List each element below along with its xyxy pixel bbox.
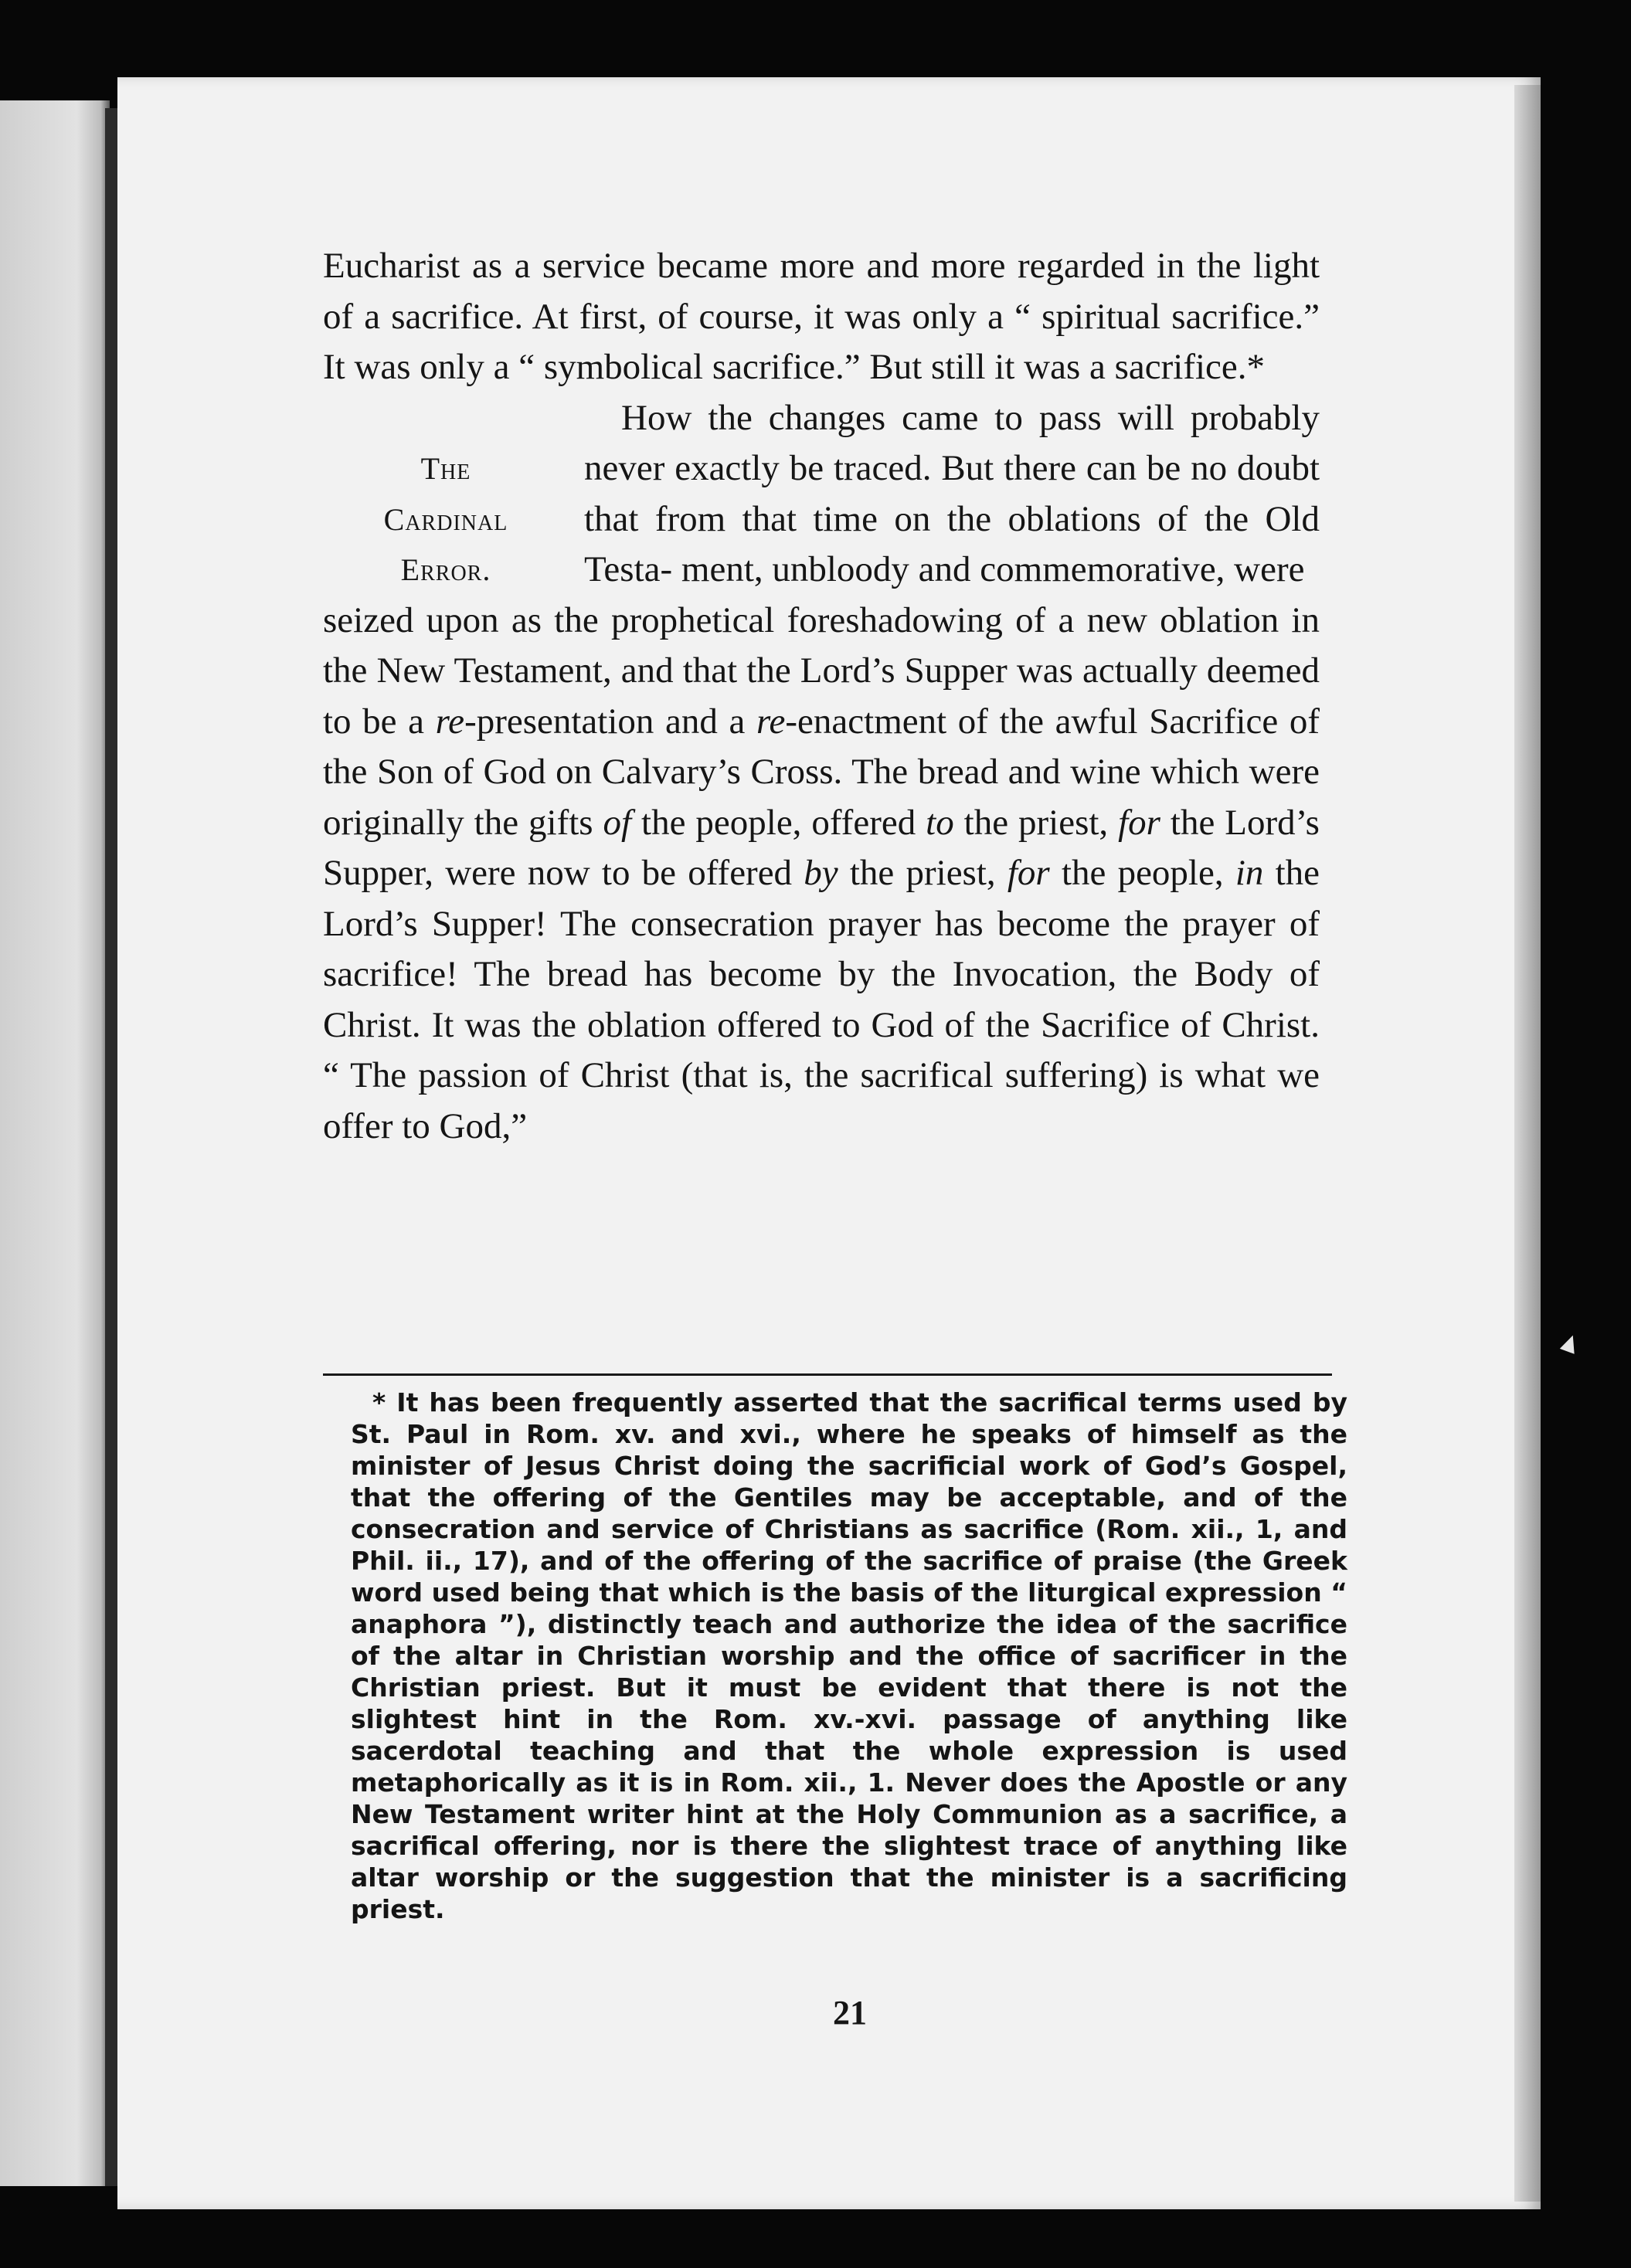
page-right-edge (1514, 85, 1541, 2202)
text-run: the Lord’s Supper, were now to be offered (323, 802, 1320, 893)
italic-run: to (926, 802, 954, 843)
sidenote-block (323, 393, 1320, 596)
text-run: the priest, (953, 802, 1119, 843)
main-text (323, 241, 1320, 1152)
side-paragraph: How the changes came to pass will probably never exactly be traced. But there can be no doubt that from that time on the oblations of the Old Testa- ment, unbloody and commemorative, were (584, 397, 1320, 589)
side-heading-line: Cardinal (383, 501, 508, 537)
italic-run: of (603, 802, 632, 843)
left-page-edge (0, 100, 110, 2186)
italic-run: for (1118, 802, 1160, 843)
footnote-rule (323, 1373, 1332, 1376)
scan-arrow-mark (1560, 1333, 1580, 1354)
continued-paragraph (323, 596, 1320, 1153)
side-heading-line: Error. (400, 552, 491, 587)
text-run: the Lord’s Supper! The consecration prayer has become the prayer of sacrifice! The bread has become by the Invocation, the Body of Christ. It was the oblation offered to God of the Sacrifice of Christ. “ The passion of Christ (that is, the sacrifical suffering) is what we offer to God,” (323, 853, 1320, 1146)
text-run: the priest, (838, 853, 1007, 893)
italic-run: re (435, 701, 465, 742)
text-run: seized upon as the prophetical foreshadowing of a new oblation in the New Testament, and that the Lord’s Supper was actually deemed to be a (323, 599, 1320, 742)
italic-run: by (804, 853, 838, 893)
italic-run: re (756, 701, 786, 742)
footnote (351, 1387, 1347, 1925)
text-run: -enactment of the awful Sacrifice of the Son of God on Calvary’s Cross. The bread and wine which were originally the gifts (323, 701, 1320, 843)
text-run: the people, (1049, 853, 1235, 893)
italic-run: in (1235, 853, 1264, 893)
text-run: the people, offered (631, 802, 926, 843)
side-heading-line: The (420, 451, 471, 486)
side-heading (323, 393, 569, 596)
italic-run: for (1007, 853, 1050, 893)
intro-paragraph: Eucharist as a service became more and more regarded in the light of a sacrifice. At first, of course, it was only a “ spiritual sacrifice.” It was only a “ symbolical sacrifice.” But still it was a sacrifice.* (323, 246, 1320, 387)
footnote-text: * It has been frequently asserted that the sacrifical terms used by St. Paul in Rom. xv. and xvi., where he speaks of himself as the minister of Jesus Christ doing the sacrificial work of God’s Gospel, that the offering of the Gentiles may be acceptable, and of the consecration and service of Christians as sacrifice (Rom. xii., 1, and Phil. ii., 17), and of the offering of the sacrifice of praise (the Greek word used being that which is the basis of the liturgical expression “ anaphora ”), distinctly teach and authorize the idea of the sacrifice of the altar in Christian worship and the office of sacrificer in the Christian priest. But it must be evident that there is not the slightest hint in the Rom. xv.-xvi. passage of anything like sacerdotal teaching and that the whole expression is used metaphorically as it is in Rom. xii., 1. Never does the Apostle or any New Testament writer hint at the Holy Communion as a sacrifice, a sacrifical offering, nor is there the slightest trace of anything like altar worship or the suggestion that the minister is a sacrificing priest. (351, 1387, 1347, 1924)
text-run: -presentation and a (464, 701, 756, 742)
page-number: 21 (833, 1994, 867, 2032)
book-gutter (105, 108, 117, 2186)
